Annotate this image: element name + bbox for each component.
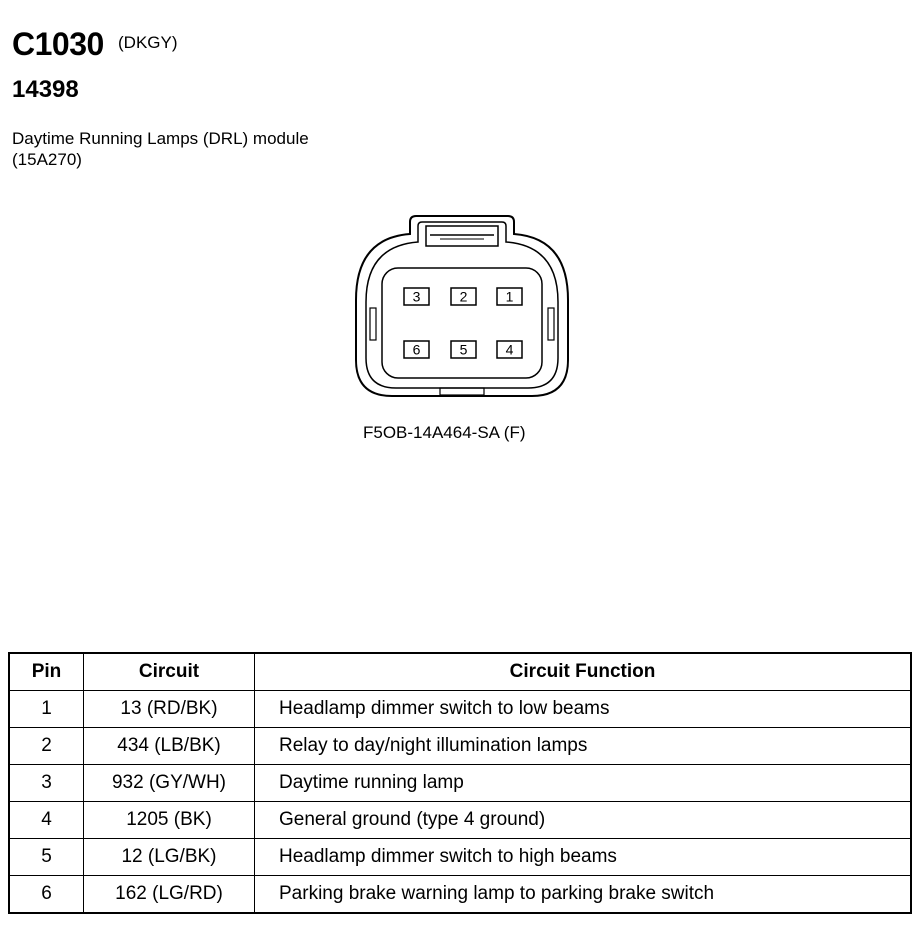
function-cell: Headlamp dimmer switch to high beams — [255, 839, 912, 876]
pin-label: 3 — [412, 288, 421, 305]
pin-label: 4 — [505, 341, 514, 358]
column-header-function: Circuit Function — [255, 653, 912, 691]
pin-label: 5 — [459, 341, 468, 358]
pin-cell: 5 — [9, 839, 84, 876]
table-row — [9, 839, 911, 876]
connector-latch — [426, 226, 498, 246]
pin-cavity — [451, 288, 476, 305]
part-number: 14398 — [12, 76, 79, 103]
table-row — [9, 691, 911, 728]
function-cell: Relay to day/night illumination lamps — [255, 728, 912, 765]
pin-cell: 3 — [9, 765, 84, 802]
pinout-table — [8, 652, 912, 914]
component-code: (15A270) — [12, 150, 82, 169]
circuit-cell: 12 (LG/BK) — [84, 839, 255, 876]
column-header-circuit: Circuit — [84, 653, 255, 691]
pin-cell: 4 — [9, 802, 84, 839]
pin-cell: 1 — [9, 691, 84, 728]
circuit-cell: 932 (GY/WH) — [84, 765, 255, 802]
table-row — [9, 876, 911, 914]
pin-cavity — [404, 341, 429, 358]
pin-cavity — [497, 341, 522, 358]
pin-label: 1 — [505, 288, 514, 305]
pin-label: 6 — [412, 341, 421, 358]
pin-label: 2 — [459, 288, 468, 305]
circuit-cell: 13 (RD/BK) — [84, 691, 255, 728]
function-cell: Parking brake warning lamp to parking brake switch — [255, 876, 912, 914]
pin-cell: 6 — [9, 876, 84, 914]
table-row — [9, 802, 911, 839]
circuit-cell: 162 (LG/RD) — [84, 876, 255, 914]
connector-outer-shell — [356, 216, 568, 396]
component-description: Daytime Running Lamps (DRL) module — [12, 129, 309, 148]
circuit-cell: 434 (LB/BK) — [84, 728, 255, 765]
connector-side-rib-right — [548, 308, 554, 340]
table-row — [9, 728, 911, 765]
function-cell: Headlamp dimmer switch to low beams — [255, 691, 912, 728]
connector-color: (DKGY) — [118, 33, 178, 52]
connector-face-diagram — [350, 210, 575, 406]
connector-bottom-key — [440, 388, 484, 395]
connector-cavity-block — [382, 268, 542, 378]
pin-cell: 2 — [9, 728, 84, 765]
pin-cavity — [451, 341, 476, 358]
function-cell: General ground (type 4 ground) — [255, 802, 912, 839]
connector-part-label: F5OB-14A464-SA (F) — [363, 423, 526, 442]
pin-cavity — [497, 288, 522, 305]
connector-side-rib-left — [370, 308, 376, 340]
circuit-cell: 1205 (BK) — [84, 802, 255, 839]
table-row — [9, 765, 911, 802]
pin-cavity — [404, 288, 429, 305]
function-cell: Daytime running lamp — [255, 765, 912, 802]
column-header-pin: Pin — [9, 653, 84, 691]
connector-id: C1030 — [12, 26, 104, 62]
table-header-row — [9, 653, 911, 691]
